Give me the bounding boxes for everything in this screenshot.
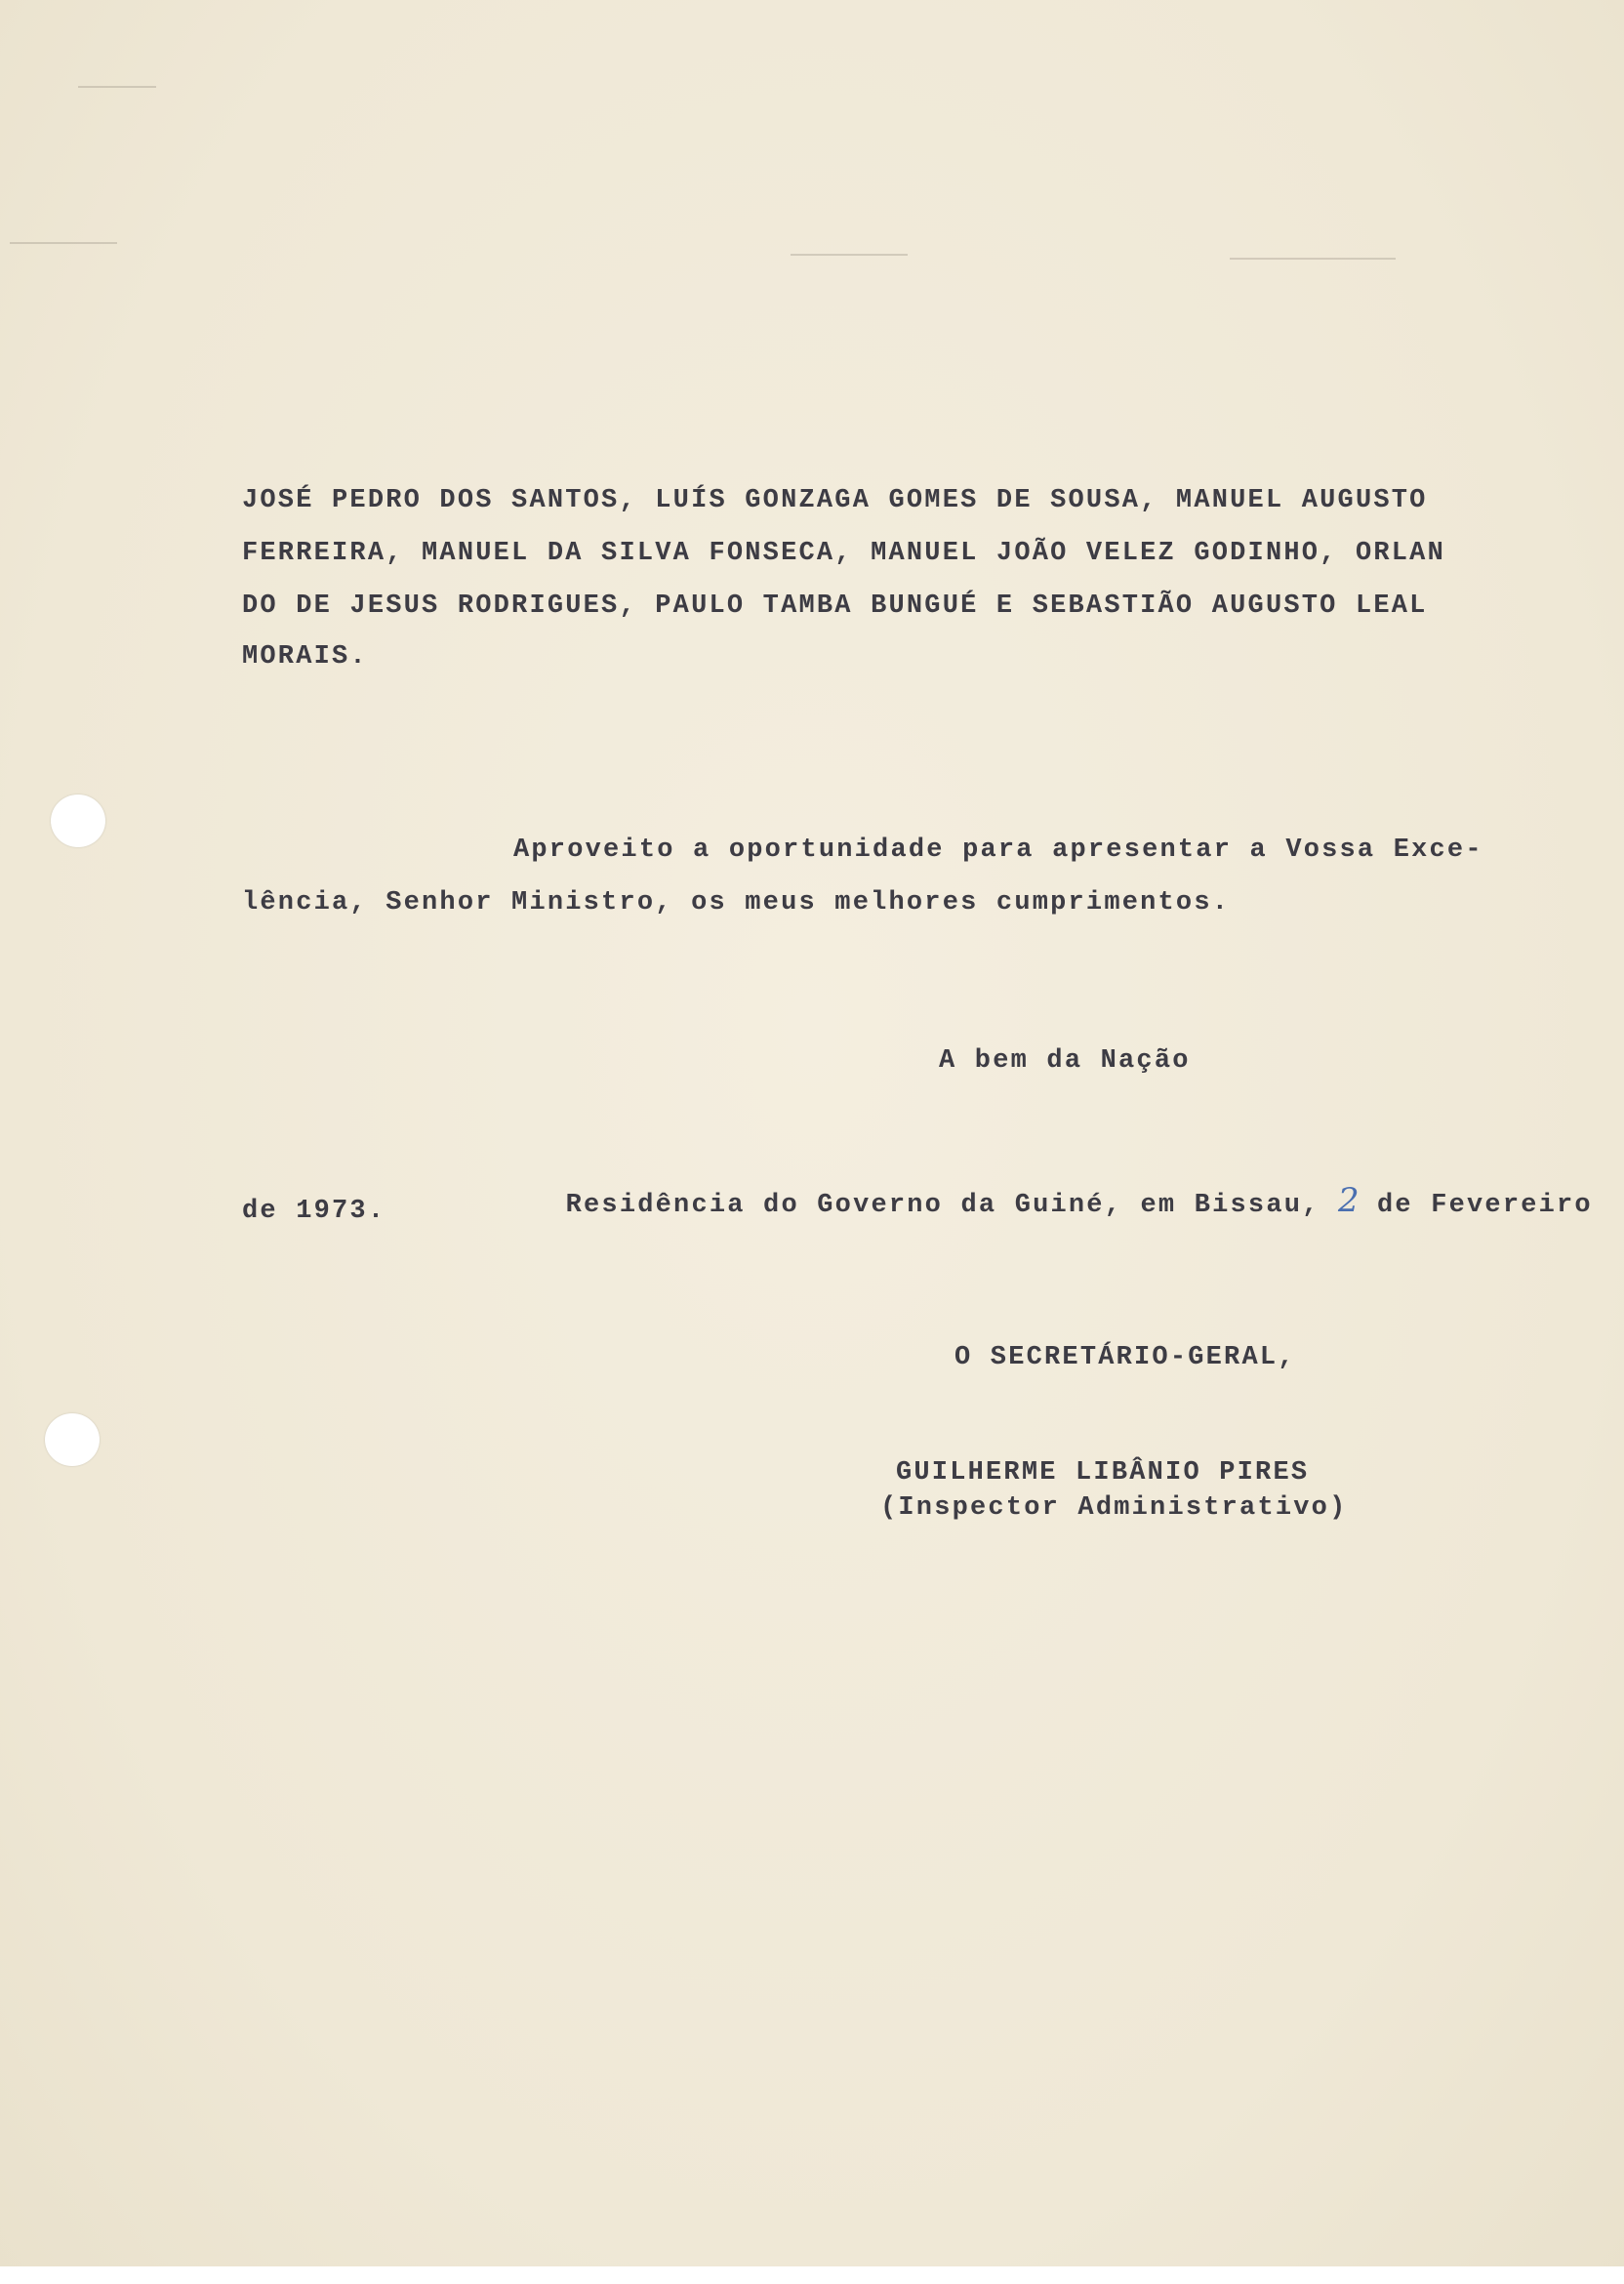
closing-line-1: Aproveito a oportunidade para apresentar a Vossa Exce- [513,836,1483,865]
date-prefix: Residência do Governo da Guiné, em Bissau, [565,1191,1320,1220]
handwritten-day: 2 [1337,1181,1360,1220]
page-bottom-edge [0,2266,1624,2284]
salutation: A bem da Nação [939,1046,1191,1076]
names-line-1: JOSÉ PEDRO DOS SANTOS, LUÍS GONZAGA GOMES DE SOUSA, MANUEL AUGUSTO [242,486,1428,515]
date-line [494,1152,1593,1249]
signature-name: GUILHERME LIBÂNIO PIRES [896,1458,1310,1488]
punch-hole-bottom [45,1413,100,1466]
names-line-2: FERREIRA, MANUEL DA SILVA FONSECA, MANUEL JOÃO VELEZ GODINHO, ORLAN [242,539,1445,568]
names-line-3: DO DE JESUS RODRIGUES, PAULO TAMBA BUNGUÉ E SEBASTIÃO AUGUSTO LEAL [242,591,1428,621]
paper-mark [78,86,156,88]
paper-mark [10,242,117,244]
signature-title: O SECRETÁRIO-GERAL, [954,1343,1296,1372]
date-suffix: de Fevereiro [1377,1191,1593,1220]
paper-mark [1230,258,1396,260]
names-line-4: MORAIS. [242,642,368,672]
date-year-line: de 1973. [242,1197,386,1226]
signature-role: (Inspector Administrativo) [880,1493,1348,1523]
paper-mark [791,254,908,256]
punch-hole-top [51,795,105,847]
closing-line-2: lência, Senhor Ministro, os meus melhores cumprimentos. [242,888,1231,918]
